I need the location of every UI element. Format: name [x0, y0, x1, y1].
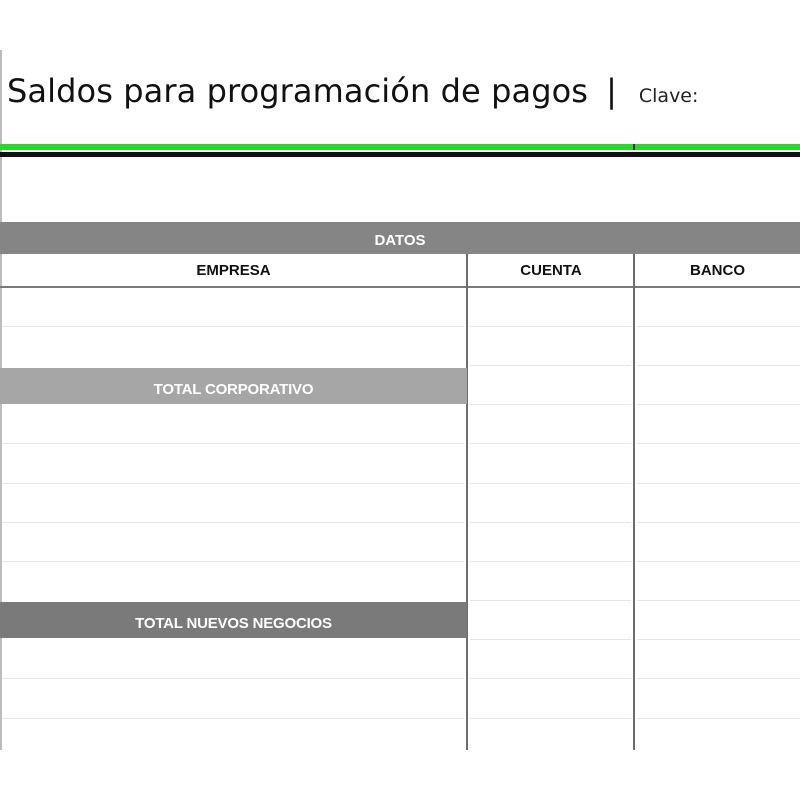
table-row[interactable] — [470, 483, 631, 484]
table-row[interactable] — [470, 561, 631, 562]
black-rule — [0, 152, 800, 157]
table-row[interactable] — [637, 639, 800, 640]
table-row[interactable] — [470, 404, 631, 405]
table-row[interactable] — [470, 326, 631, 327]
table-row[interactable] — [2, 522, 464, 523]
table-row[interactable] — [637, 326, 800, 327]
total-nuevos-negocios-row: TOTAL NUEVOS NEGOCIOS — [0, 602, 467, 638]
total-corporativo-row: TOTAL CORPORATIVO — [0, 368, 467, 404]
table-row[interactable] — [637, 483, 800, 484]
column-divider-empresa-cuenta — [466, 254, 468, 750]
table-row[interactable] — [2, 483, 464, 484]
column-header-cuenta: CUENTA — [520, 261, 582, 279]
table-row[interactable] — [637, 718, 800, 719]
table-row[interactable] — [470, 443, 631, 444]
group-header-datos: DATOS — [0, 222, 800, 254]
table-row[interactable] — [637, 561, 800, 562]
table-row[interactable] — [470, 639, 631, 640]
table-row[interactable] — [470, 600, 631, 601]
table-row[interactable] — [637, 522, 800, 523]
table-row[interactable] — [470, 522, 631, 523]
table-row[interactable] — [2, 678, 464, 679]
column-divider-cuenta-banco — [633, 254, 635, 750]
title-row — [7, 72, 698, 120]
table-row[interactable] — [637, 404, 800, 405]
table-row[interactable] — [2, 718, 464, 719]
table-row[interactable] — [637, 443, 800, 444]
table-row[interactable] — [470, 365, 631, 366]
clave-label: Clave: — [638, 85, 699, 107]
green-rule — [0, 144, 800, 150]
table-row[interactable] — [470, 718, 631, 719]
page-title: Saldos para programación de pagos — [7, 72, 589, 110]
table-row[interactable] — [2, 561, 464, 562]
column-header-empresa: EMPRESA — [196, 261, 271, 279]
column-header-banco: BANCO — [690, 261, 745, 279]
table-row[interactable] — [2, 443, 464, 444]
column-header-row — [0, 254, 800, 288]
table-row[interactable] — [470, 678, 631, 679]
table-row[interactable] — [637, 365, 800, 366]
table-row[interactable] — [2, 326, 464, 327]
table-row[interactable] — [637, 600, 800, 601]
rule-tick — [633, 144, 635, 150]
table-row[interactable] — [637, 678, 800, 679]
title-separator: | — [606, 72, 617, 110]
